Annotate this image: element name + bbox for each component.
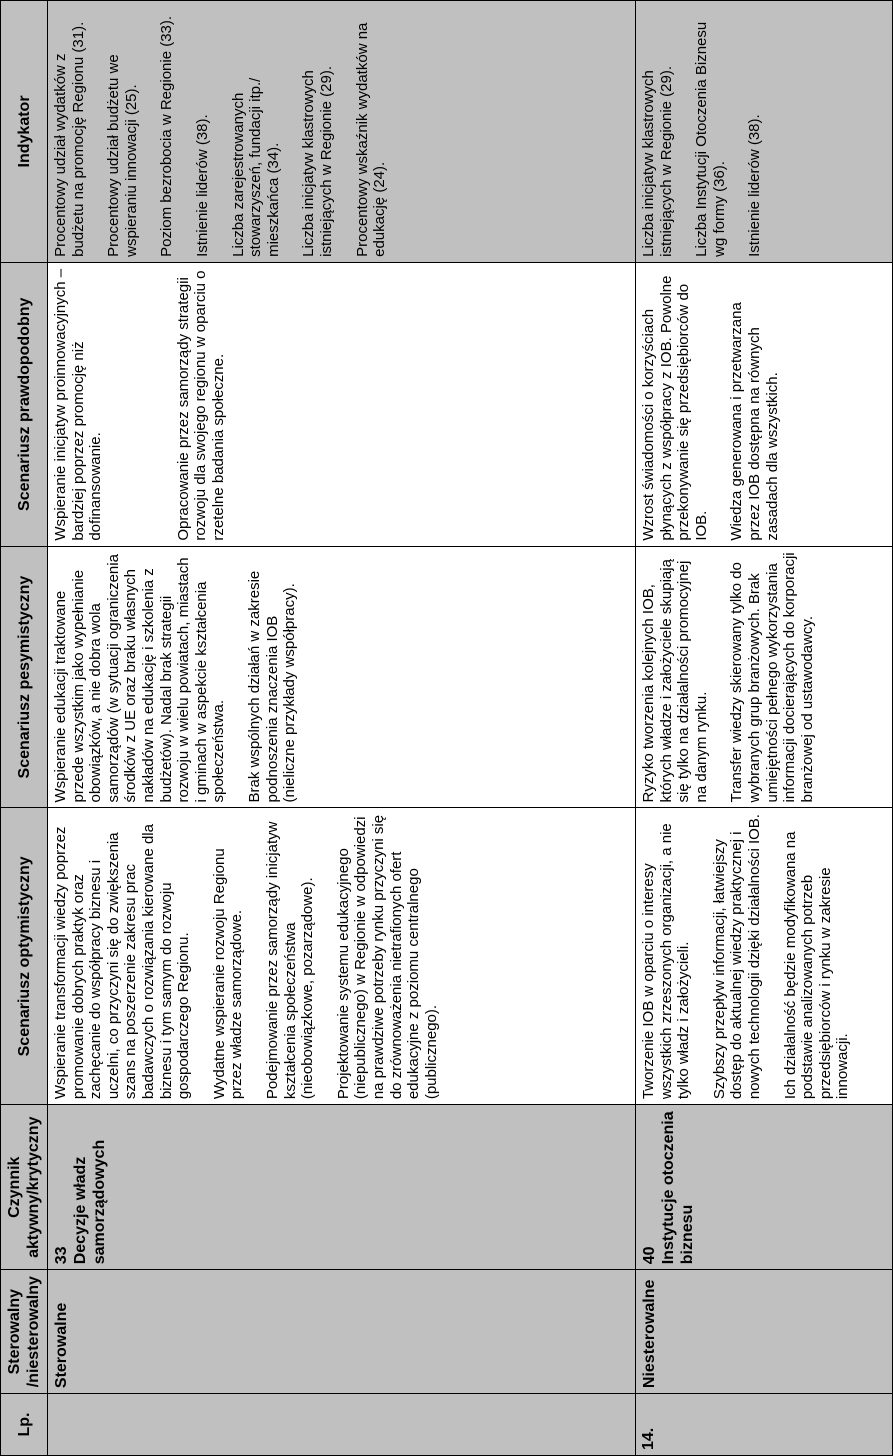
paragraph: Procentowy wskaźnik wydatków na edukację (24).: [353, 22, 389, 257]
paragraph: Wspieranie edukacji traktowane przede wszystkim jako wypełnianie obowiązków, a nie dobra wola samorządów (w sytuacji ograniczenia środków z UE oraz braku własnych nakładów na edukację i szkolenia z budżetów). Nadal brak strategii rozwoju w wielu powiatach, miastach i gminach w aspekcie kształcenia społeczeństwa.: [52, 554, 228, 803]
header-czynnik: Czynnik aktywny/krytyczny: [1, 1105, 48, 1270]
header-sterowalny: Sterowalny /niesterowalny: [1, 1270, 48, 1394]
paragraph: Brak wspólnych działań w zakresie podnoszenia znaczenia IOB (nieliczne przykłady współpracy).: [245, 570, 299, 803]
cell-optymistyczny: [48, 808, 636, 1105]
cell-prawdopodobny: [636, 262, 893, 546]
paragraph: Istnienie liderów (38).: [746, 114, 764, 257]
paragraph: Podejmowanie przez samorządy inicjatyw kształcenia społeczeństwa (nieobowiązkowe, pozarządowe).: [263, 821, 317, 1100]
factor-name: Instytucje otoczenia biznesu: [660, 1111, 696, 1265]
paragraph: Liczba zarejestrowanych stowarzyszeń, fundacji itp./ mieszkańca (34).: [229, 77, 282, 257]
paragraph: Ich działalność będzie modyfikowana na podstawie analizowanych potrzeb przedsiębiorców i rynku w zakresie innowacji.: [781, 831, 852, 1100]
paragraph: Wzrost świadomości o korzyściach płynących z współpracy z IOB. Powolne przekonywanie się przedsiębiorców do IOB.: [640, 275, 710, 541]
cell-optymistyczny: [636, 808, 893, 1105]
factor-number: 33: [53, 1246, 70, 1265]
paragraph: Procentowy udział wydatków z budżetu na promocję Regionu (31).: [52, 21, 87, 257]
paragraph: Wiedza generowana i przetwarzana przez IOB dostępna na równych zasadach dla wszystkich.: [728, 302, 781, 541]
cell-indykator: [48, 1, 636, 263]
header-lp: Lp.: [1, 1394, 48, 1456]
cell-pesymistyczny: [48, 546, 636, 808]
paragraph: Wydatne wspieranie rozwoju Regionu przez władze samorządowe.: [210, 848, 246, 1100]
cell-indykator: [636, 1, 893, 263]
header-row: [1, 1, 48, 1456]
paragraph: Liczba inicjatyw klastrowych istniejących w Regionie (29).: [640, 65, 675, 257]
cell-lp: [48, 1394, 636, 1456]
cell-czynnik: [48, 1105, 636, 1270]
header-optymistyczny: Scenariusz optymistyczny: [1, 808, 48, 1105]
table-row: [636, 1, 893, 1456]
header-prawdopodobny: Scenariusz prawdopodobny: [1, 262, 48, 546]
paragraph: Projektowanie systemu edukacyjnego (niepublicznego) w Regionie w odpowiedzi na prawdziwe potrzeby rynku przyczyni się do zrównoważenia nietrafionych ofert edukacyjne z poziomu centralnego (publicznego).: [334, 814, 440, 1100]
paragraph: Istnienie liderów (38).: [193, 114, 211, 257]
cell-sterowalny: Niesterowalne: [636, 1270, 893, 1394]
cell-czynnik: [636, 1105, 893, 1270]
cell-sterowalny: Sterowalne: [48, 1270, 636, 1394]
header-indykator: Indykator: [1, 1, 48, 263]
table-row: [48, 1, 636, 1456]
paragraph: Tworzenie IOB w oparciu o interesy wszystkich zrzeszonych organizacji, a nie tylko władz i założycieli.: [640, 823, 693, 1100]
header-pesymistyczny: Scenariusz pesymistyczny: [1, 546, 48, 808]
paragraph: Poziom bezrobocia w Regionie (33).: [158, 15, 176, 257]
factor-number: 40: [641, 1246, 658, 1265]
paragraph: Liczba inicjatyw klastrowych istniejących w Regionie (29).: [300, 65, 335, 257]
cell-pesymistyczny: [636, 546, 893, 808]
cell-lp: 14.: [636, 1394, 893, 1456]
paragraph: Procentowy udział budżetu we wspieraniu innowacji (25).: [105, 54, 140, 257]
paragraph: Wspieranie transformacji wiedzy poprzez promowanie dobrych praktyk oraz zachęcanie do współpracy biznesu i uczelni, co przyczyni się do zwiększenia szans na poszerzenie zakresu prac badawczych o rozwiązania kierowane dla biznesu i tym samym do rozwoju gospodarczego Regionu.: [52, 824, 193, 1100]
paragraph: Wspieranie inicjatyw proinnowacyjnych – bardziej poprzez promocję niż dofinansowanie.: [52, 268, 105, 541]
paragraph: Opracowanie przez samorządy strategii rozwoju dla swojego regionu w oparciu o rzetelne badania społeczne.: [174, 270, 227, 541]
paragraph: Transfer wiedzy skierowany tylko do wybranych grup branżowych. Brak umiejętności pełnego wykorzystania informacji docierających do korporacji branżowej od ustawodawcy.: [728, 552, 816, 803]
cell-prawdopodobny: [48, 262, 636, 546]
factor-name: Decyzje władz samorządowych: [72, 1139, 108, 1265]
paragraph: Szybszy przepływ informacji, łatwiejszy dostęp do aktualnej wiedzy praktycznej i nowych technologii dzięki działalności IOB.: [710, 814, 763, 1100]
paragraph: Ryzyko tworzenia kolejnych IOB, których władze i założyciele skupiają się tylko na działalności promocyjnej na danym rynku.: [640, 559, 710, 803]
paragraph: Liczba Instytucji Otoczenia Biznesu wg formy (36).: [693, 21, 728, 257]
